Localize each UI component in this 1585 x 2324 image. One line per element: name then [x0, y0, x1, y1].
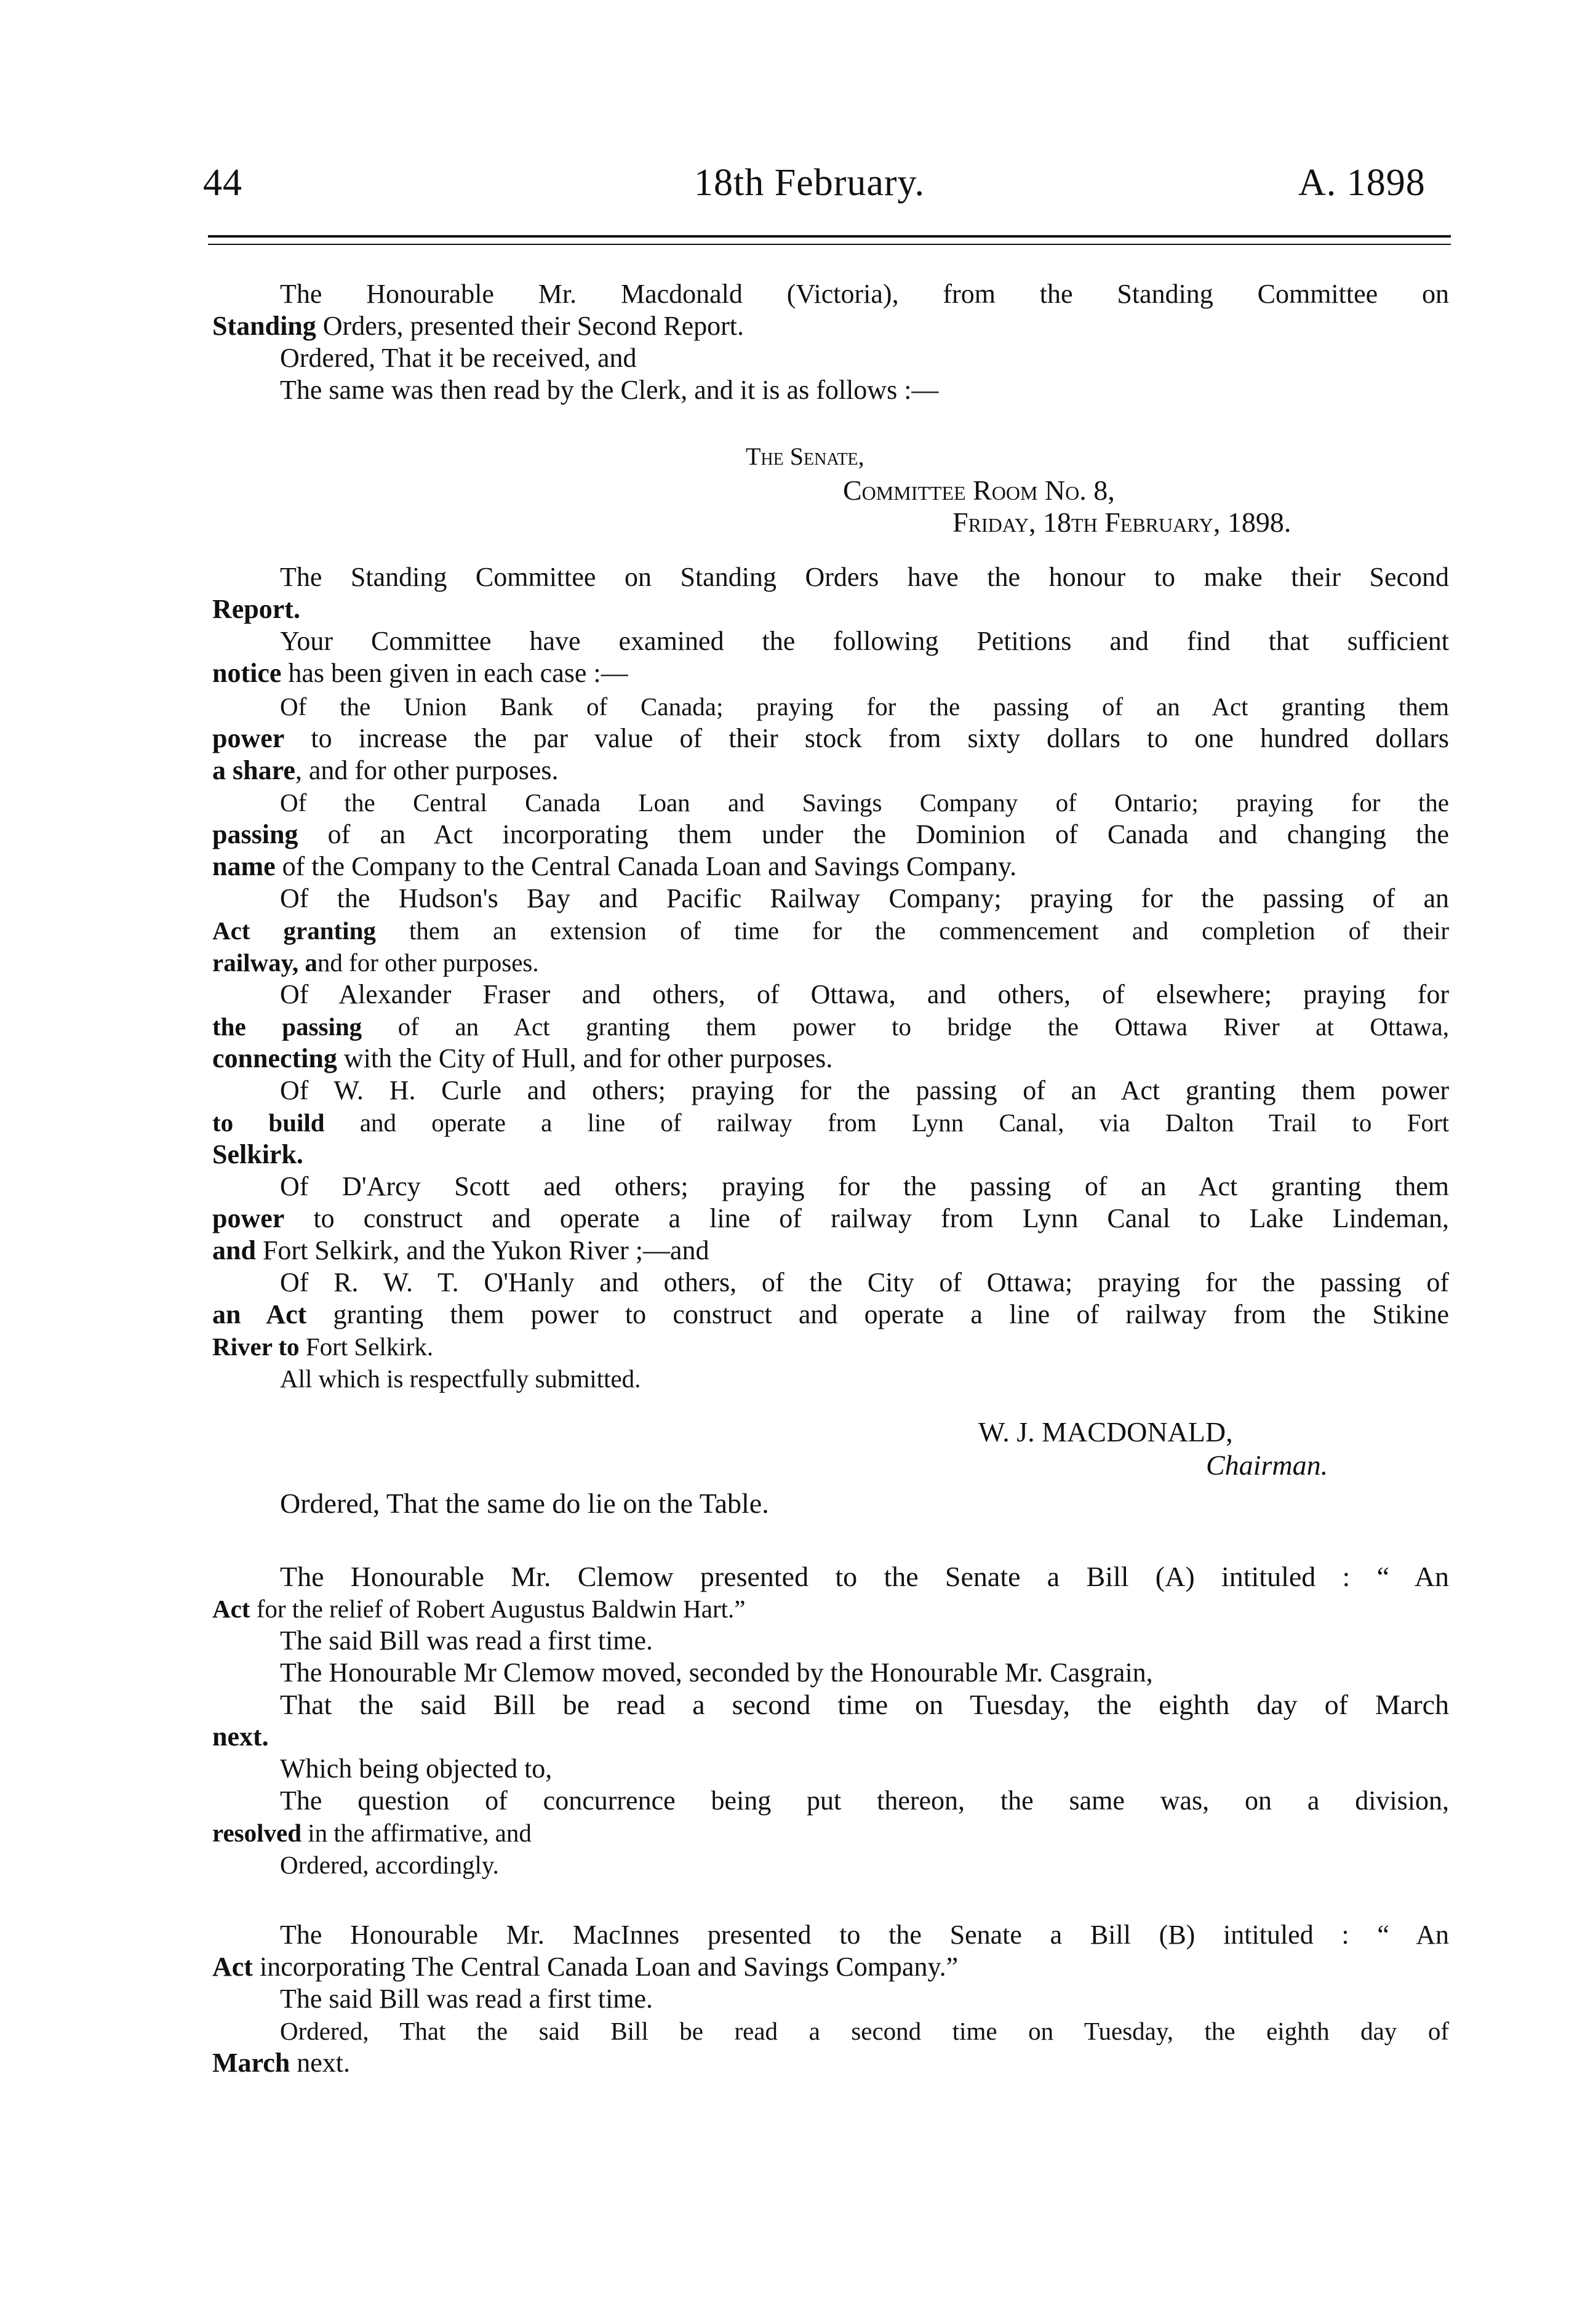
text-line: The said Bill was read a first time. — [280, 1984, 653, 2014]
text-run: and operate a line of railway from Lynn Canal, via Dalton Trail to Fort — [324, 1108, 1449, 1137]
bold-run: resolved — [212, 1819, 302, 1847]
text-line: Of the Union Bank of Canada; praying for the passing of an Act granting them — [280, 692, 1449, 721]
text-line — [212, 1139, 303, 1171]
bold-run: Standing — [212, 311, 316, 341]
text-line: The Honourable Mr Clemow moved, seconded by the Honourable Mr. Casgrain, — [280, 1657, 1153, 1688]
text-run: for the relief of Robert Augustus Baldwin Hart.” — [250, 1595, 746, 1623]
text-run: nd for other purposes. — [317, 948, 539, 977]
bold-run: connecting — [212, 1043, 337, 1073]
bold-run: power — [212, 1203, 285, 1233]
text-line: Of Alexander Fraser and others, of Ottawa, and others, of elsewhere; praying for — [280, 979, 1449, 1009]
text-line: The said Bill was read a first time. — [280, 1625, 653, 1656]
text-line: Ordered, accordingly. — [280, 1851, 499, 1879]
text-line — [212, 1593, 745, 1625]
text-line: Of R. W. T. O'Hanly and others, of the City of Ottawa; praying for the passing of — [280, 1267, 1449, 1297]
text-line: Ordered, That it be received, and — [280, 343, 637, 373]
text-line: Of the Central Canada Loan and Savings Company of Ontario; praying for the — [280, 788, 1449, 817]
bold-run: Act granting — [212, 916, 376, 945]
text-line — [212, 1011, 1449, 1043]
text-run: has been given in each case :— — [281, 658, 628, 688]
text-line — [212, 755, 559, 787]
text-line: Ordered, That the said Bill be read a second time on Tuesday, the eighth day of — [280, 2017, 1449, 2045]
text-line: Your Committee have examined the following Petitions and find that sufficient — [280, 626, 1449, 656]
text-line: The question of concurrence being put thereon, the same was, on a division, — [280, 1785, 1449, 1816]
bold-run: March — [212, 2048, 290, 2078]
report-room: Committee Room No. 8, — [843, 475, 1115, 506]
report-senate: The Senate, — [746, 443, 864, 470]
page-number: 44 — [203, 162, 242, 204]
bold-run: the passing — [212, 1012, 362, 1041]
text-line — [212, 851, 1016, 883]
text-line: Of the Hudson's Bay and Pacific Railway Company; praying for the passing of an — [280, 883, 1449, 913]
bold-run: Act — [212, 1952, 253, 1982]
bold-run: Report. — [212, 594, 300, 624]
text-run: to increase the par value of their stock from sixty dollars to one hundred dollars — [284, 723, 1449, 753]
text-line: The Standing Committee on Standing Orders have the honour to make their Second — [280, 562, 1449, 592]
bold-run: an Act — [212, 1299, 307, 1329]
bold-run: next. — [212, 1721, 269, 1752]
page-year: A. 1898 — [1298, 162, 1426, 204]
text-line: Of D'Arcy Scott aed others; praying for the passing of an Act granting them — [280, 1171, 1449, 1201]
text-line — [212, 1299, 1449, 1331]
bold-run: to build — [212, 1108, 325, 1137]
text-line: All which is respectfully submitted. — [280, 1364, 641, 1393]
text-line — [212, 947, 539, 979]
text-line — [212, 2047, 350, 2079]
text-run: incorporating The Central Canada Loan and Savings Company.” — [252, 1952, 959, 1982]
text-line: The Honourable Mr. Macdonald (Victoria), from the Standing Committee on — [280, 279, 1449, 309]
text-run: of the Company to the Central Canada Loan and Savings Company. — [275, 851, 1017, 881]
text-run: in the affirmative, and — [301, 1819, 532, 1847]
text-run: next. — [290, 2048, 351, 2078]
text-line — [212, 1107, 1449, 1139]
text-line: Which being objected to, — [280, 1753, 553, 1784]
text-line — [212, 657, 628, 689]
bold-run: name — [212, 851, 276, 881]
table-order: Ordered, That the same do lie on the Table. — [280, 1488, 769, 1519]
text-line — [212, 1235, 709, 1267]
text-line — [212, 723, 1449, 755]
text-line: The Honourable Mr. MacInnes presented to the Senate a Bill (B) intituled : “ An — [280, 1920, 1449, 1950]
bold-run: Act — [212, 1595, 250, 1623]
bold-run: railway, a — [212, 948, 317, 977]
text-line — [212, 1043, 832, 1075]
text-line: The same was then read by the Clerk, and it is as follows :— — [280, 375, 939, 405]
header-rule-thin — [208, 244, 1451, 245]
text-run: Fort Selkirk, and the Yukon River ;—and — [255, 1235, 709, 1265]
text-line — [212, 593, 300, 625]
text-run: of an Act granting them power to bridge the Ottawa River at Ottawa, — [362, 1012, 1449, 1041]
text-line: Of W. H. Curle and others; praying for the passing of an Act granting them power — [280, 1075, 1449, 1105]
bold-run: and — [212, 1235, 256, 1265]
signature-title: Chairman. — [1206, 1449, 1328, 1481]
text-run: them an extension of time for the commencement and completion of their — [375, 916, 1449, 945]
text-run: with the City of Hull, and for other purposes. — [337, 1043, 833, 1073]
header-rule-thick — [208, 235, 1451, 238]
text-run: granting them power to construct and operate a line of railway from the Stikine — [306, 1299, 1450, 1329]
text-run: of an Act incorporating them under the Dominion of Canada and changing the — [298, 819, 1449, 849]
bold-run: a share — [212, 755, 295, 785]
text-run: , and for other purposes. — [295, 755, 559, 785]
text-run: to construct and operate a line of railway from Lynn Canal to Lake Lindeman, — [284, 1203, 1449, 1233]
signature-name: W. J. MACDONALD, — [978, 1416, 1233, 1448]
text-line — [212, 310, 744, 342]
text-line — [212, 1203, 1449, 1235]
text-line — [212, 915, 1449, 947]
bold-run: notice — [212, 658, 282, 688]
text-line — [212, 1721, 269, 1753]
text-run: Fort Selkirk. — [299, 1332, 434, 1361]
report-date: Friday, 18th February, 1898. — [952, 507, 1292, 538]
bold-run: power — [212, 723, 285, 753]
text-line — [212, 819, 1449, 851]
text-line — [212, 1817, 532, 1849]
bold-run: Selkirk. — [212, 1139, 303, 1169]
text-run: Orders, presented their Second Report. — [316, 311, 744, 341]
text-line: The Honourable Mr. Clemow presented to the Senate a Bill (A) intituled : “ An — [280, 1561, 1449, 1592]
text-line — [212, 1951, 958, 1983]
text-line: That the said Bill be read a second time on Tuesday, the eighth day of March — [280, 1689, 1449, 1720]
text-line — [212, 1331, 433, 1363]
bold-run: passing — [212, 819, 298, 849]
bold-run: River to — [212, 1332, 300, 1361]
page-date-heading: 18th February. — [694, 162, 925, 204]
